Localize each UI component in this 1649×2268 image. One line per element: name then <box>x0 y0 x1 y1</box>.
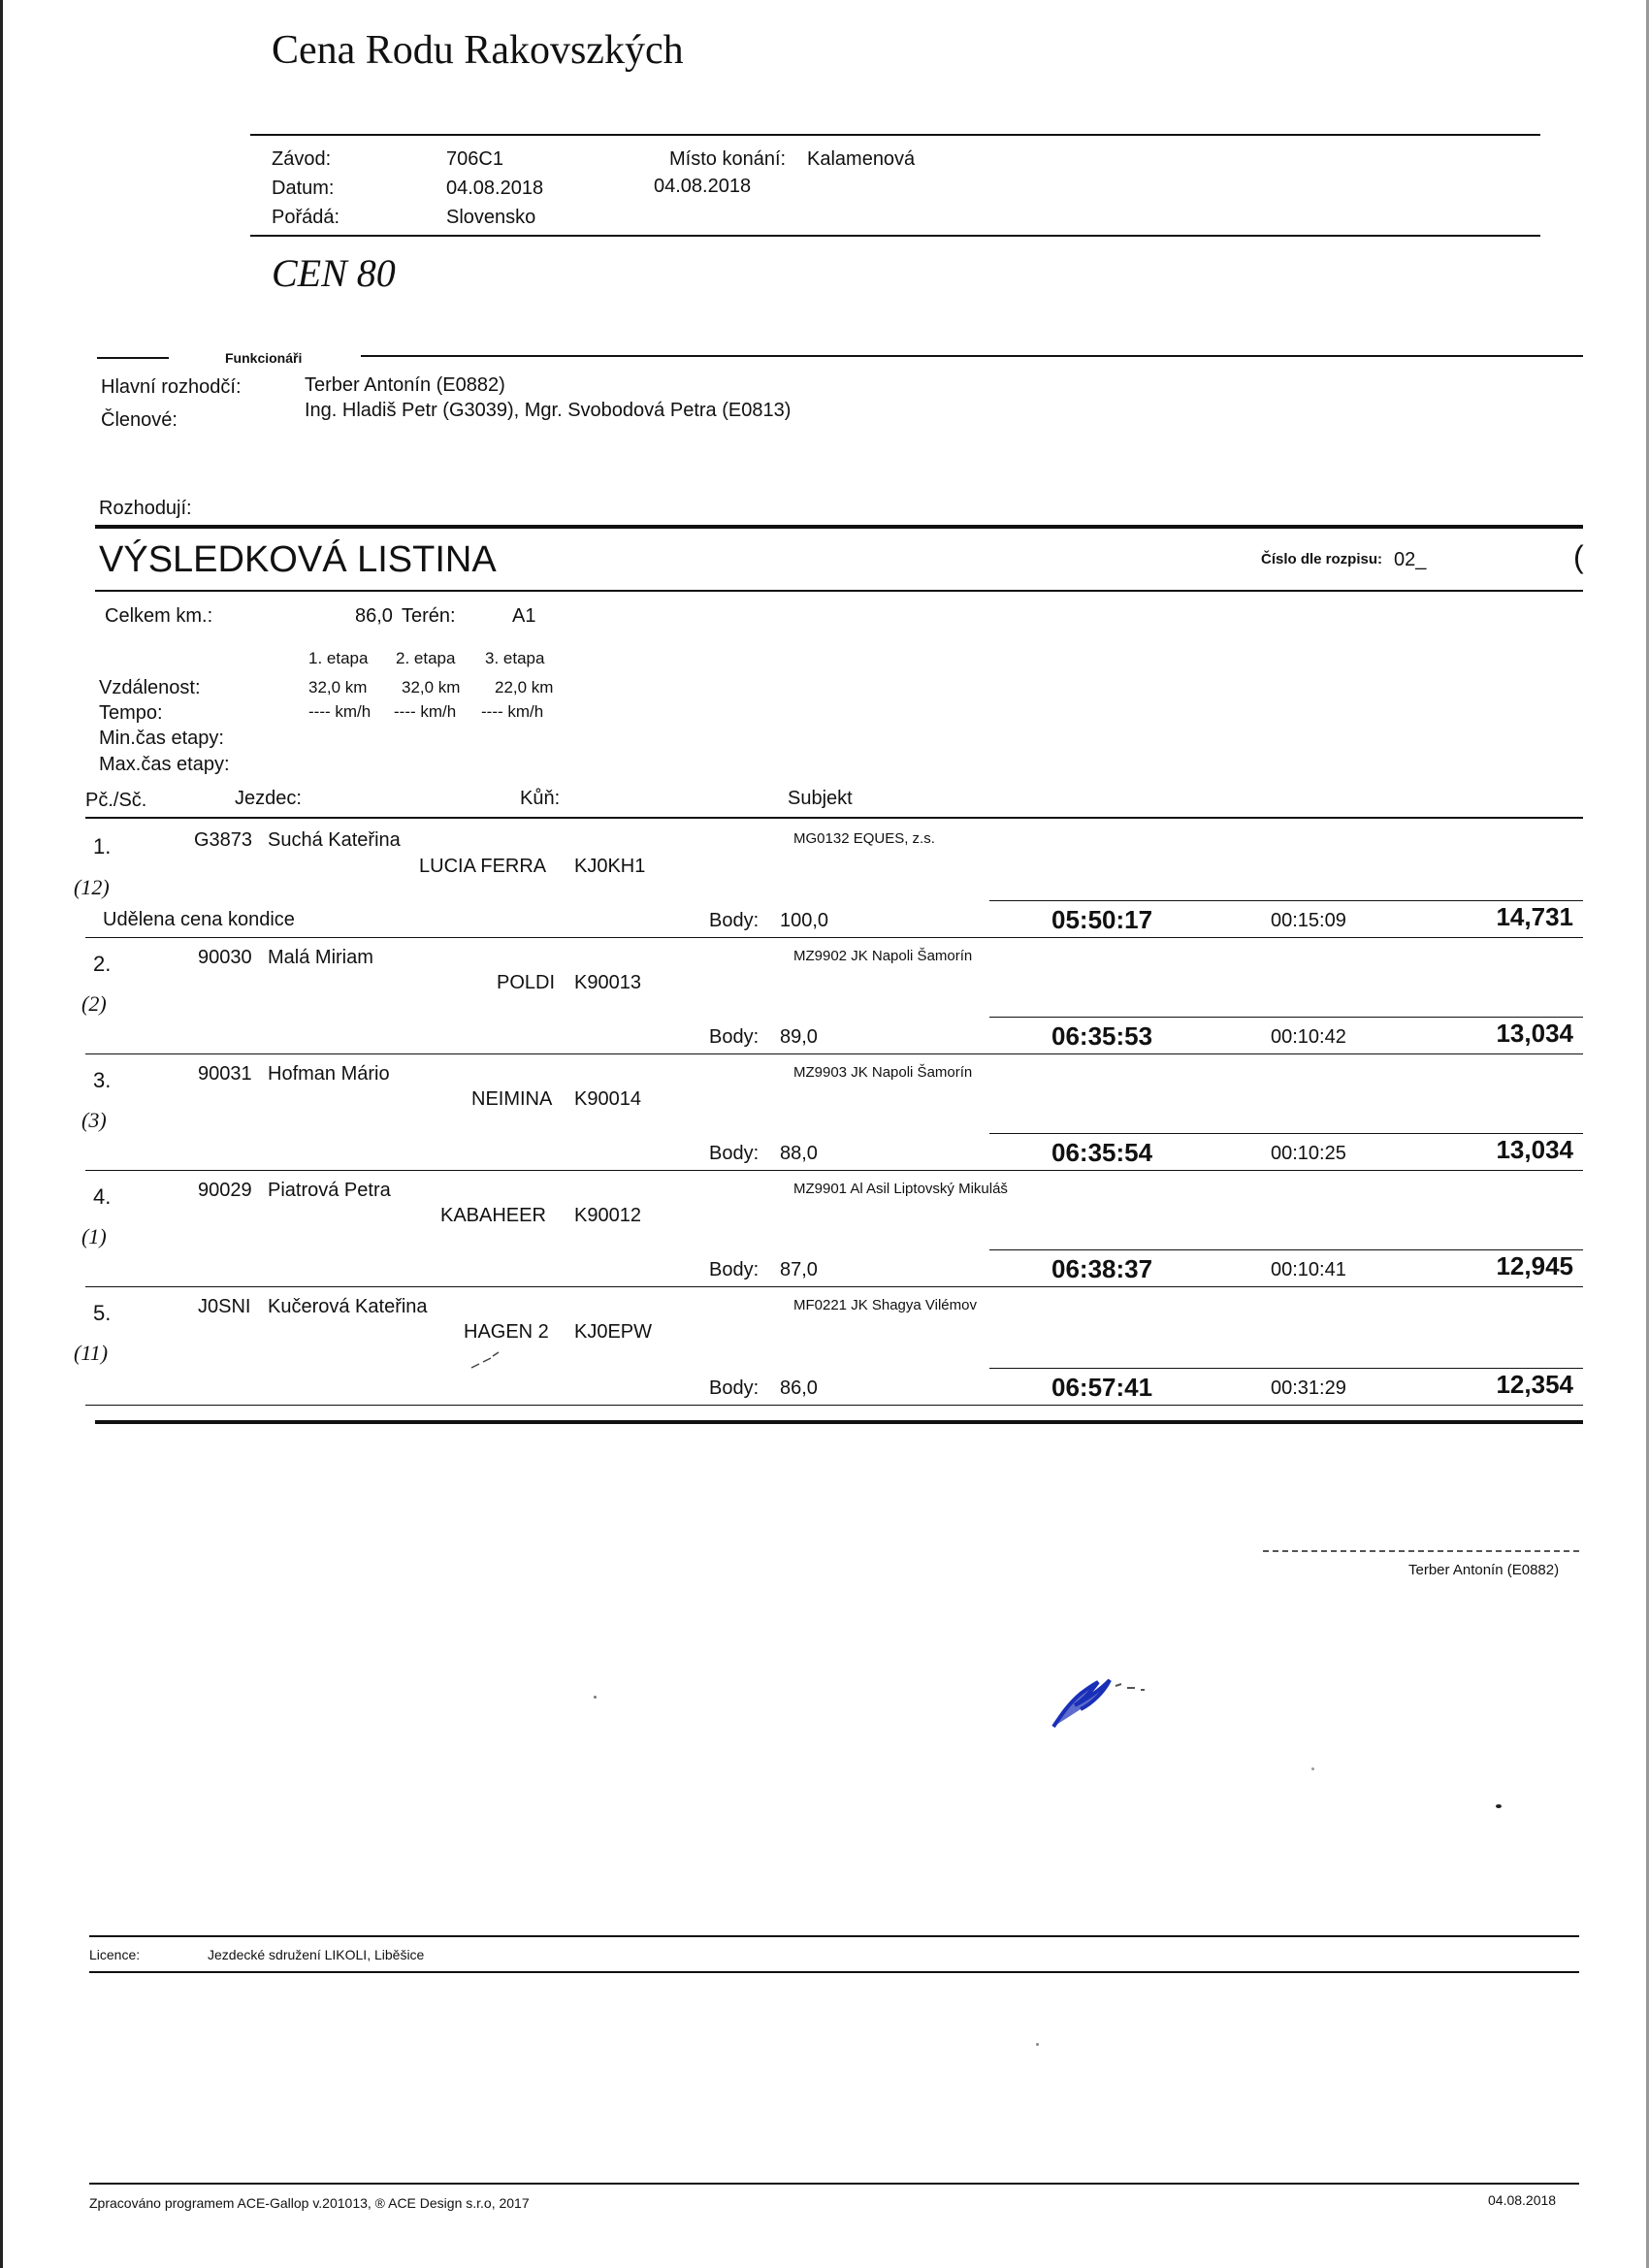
chief-judge-label: Hlavní rozhodčí: <box>101 376 242 398</box>
entry-body-label: Body: <box>709 1377 760 1399</box>
entry-times-rule <box>989 1368 1583 1369</box>
entry-times-rule <box>989 1249 1583 1250</box>
entry-subject: MZ9903 JK Napoli Šamorín <box>793 1064 973 1081</box>
tempo-stage-3: ---- km/h <box>481 702 544 721</box>
entry-speed: 13,034 <box>1496 1135 1573 1164</box>
entry-time-diff: 00:10:41 <box>1271 1259 1346 1280</box>
entry-separator <box>85 1286 1583 1287</box>
scan-speck <box>1311 1767 1314 1770</box>
entry-start-number: (12) <box>74 875 110 899</box>
stage-2-label: 2. etapa <box>396 649 456 667</box>
entry-speed: 12,354 <box>1496 1370 1573 1399</box>
entry-horse: HAGEN 2 <box>464 1321 549 1343</box>
datum-value-secondary: 04.08.2018 <box>654 176 752 197</box>
celkem-value: 86,0 <box>355 605 393 627</box>
datum-value: 04.08.2018 <box>446 178 544 199</box>
header-top-rule <box>250 134 1540 136</box>
col-header-pc: Pč./Sč. <box>85 790 147 811</box>
entry-time-diff: 00:10:42 <box>1271 1026 1346 1048</box>
right-edge-char: ( <box>1573 539 1584 574</box>
footer-program: Zpracováno programem ACE-Gallop v.201013, ® ACE Design s.r.o, 2017 <box>89 2195 530 2211</box>
entry-body-value: 88,0 <box>780 1143 818 1164</box>
signature-line <box>1263 1550 1579 1552</box>
entry-speed: 13,034 <box>1496 1019 1573 1048</box>
col-header-subjekt: Subjekt <box>788 788 853 809</box>
teren-label: Terén: <box>402 605 456 627</box>
tempo-stage-2: ---- km/h <box>394 702 457 721</box>
entry-place: 3. <box>93 1068 112 1092</box>
porada-label: Pořádá: <box>272 207 340 228</box>
entry-rider: Suchá Kateřina <box>268 829 401 851</box>
min-stage-time-label: Min.čas etapy: <box>99 728 224 749</box>
licence-value: Jezdecké sdružení LIKOLI, Liběšice <box>208 1947 425 1962</box>
entry-time-diff: 00:31:29 <box>1271 1377 1346 1399</box>
stage-3-label: 3. etapa <box>485 649 545 667</box>
entry-rider-id: 90031 <box>198 1063 252 1085</box>
entry-start-number: (11) <box>74 1341 109 1365</box>
results-bottom-rule <box>95 1420 1583 1424</box>
licence-top-rule <box>89 1935 1579 1937</box>
vzdalenost-label: Vzdálenost: <box>99 677 201 698</box>
entry-body-value: 100,0 <box>780 910 829 931</box>
zavod-value: 706C1 <box>446 148 503 170</box>
teren-value: A1 <box>512 605 536 627</box>
results-heading-rule <box>95 590 1583 592</box>
datum-label: Datum: <box>272 178 335 199</box>
entry-rider-id: 90030 <box>198 947 252 968</box>
members-label: Členové: <box>101 409 178 431</box>
licence-label: Licence: <box>89 1947 141 1962</box>
stage-1-label: 1. etapa <box>308 649 369 667</box>
header-bottom-rule <box>250 235 1540 237</box>
misto-value: Kalamenová <box>807 148 916 170</box>
entry-speed: 12,945 <box>1496 1251 1573 1280</box>
col-header-jezdec: Jezdec: <box>235 788 302 809</box>
scan-speck <box>1496 1804 1502 1808</box>
entry-start-number: (2) <box>81 991 107 1016</box>
category-title: CEN 80 <box>272 251 396 295</box>
entry-horse: NEIMINA <box>471 1088 553 1110</box>
entry-speed: 14,731 <box>1496 902 1573 931</box>
zavod-label: Závod: <box>272 148 332 170</box>
entry-rider: Malá Miriam <box>268 947 373 968</box>
entry-rider: Kučerová Kateřina <box>268 1296 428 1317</box>
vzdalenost-stage-1: 32,0 km <box>308 678 368 697</box>
vzdalenost-stage-3: 22,0 km <box>495 678 554 697</box>
entry-total-time: 06:57:41 <box>1051 1373 1153 1402</box>
scan-edge-left <box>0 0 3 2268</box>
entry-subject: MF0221 JK Shagya Vilémov <box>793 1297 977 1313</box>
entry-body-label: Body: <box>709 1143 760 1164</box>
footer-rule <box>89 2183 1579 2185</box>
entry-horse-id: K90014 <box>574 1088 641 1110</box>
members-value: Ing. Hladiš Petr (G3039), Mgr. Svobodová Petra (E0813) <box>305 400 792 421</box>
entry-times-rule <box>989 900 1583 901</box>
results-heading: VÝSLEDKOVÁ LISTINA <box>99 539 497 580</box>
cislo-value: 02_ <box>1394 549 1427 570</box>
entry-rider-id: G3873 <box>194 829 253 851</box>
entry-rider: Hofman Mário <box>268 1063 390 1085</box>
entry-rider-id: J0SNI <box>198 1296 251 1317</box>
entry-horse: LUCIA FERRA <box>419 856 547 877</box>
entry-place: 2. <box>93 952 112 976</box>
entry-body-value: 86,0 <box>780 1377 818 1399</box>
entry-times-rule <box>989 1017 1583 1018</box>
entry-body-value: 89,0 <box>780 1026 818 1048</box>
officials-rule-right <box>361 355 1583 357</box>
entry-subject: MG0132 EQUES, z.s. <box>793 830 935 847</box>
entry-horse-id: K90012 <box>574 1205 641 1226</box>
licence-bottom-rule <box>89 1971 1579 1973</box>
entry-horse-id: KJ0EPW <box>574 1321 653 1343</box>
entry-separator <box>85 1170 1583 1171</box>
entry-separator <box>85 937 1583 938</box>
signature-name: Terber Antonín (E0882) <box>1408 1562 1560 1578</box>
entry-body-label: Body: <box>709 1259 760 1280</box>
misto-label: Místo konání: <box>669 148 787 170</box>
col-header-rule <box>85 817 1583 819</box>
porada-value: Slovensko <box>446 207 536 228</box>
entry-total-time: 05:50:17 <box>1051 905 1153 934</box>
pen-mark-icon <box>469 1350 501 1372</box>
entry-total-time: 06:35:54 <box>1051 1138 1153 1167</box>
entry-horse-id: K90013 <box>574 972 641 993</box>
entry-body-value: 87,0 <box>780 1259 818 1280</box>
entry-time-diff: 00:10:25 <box>1271 1143 1346 1164</box>
celkem-label: Celkem km.: <box>105 605 213 627</box>
entry-times-rule <box>989 1133 1583 1134</box>
footer-date: 04.08.2018 <box>1488 2192 1557 2208</box>
entry-time-diff: 00:15:09 <box>1271 910 1346 931</box>
judges-label: Rozhodují: <box>99 498 192 519</box>
entry-horse: KABAHEER <box>440 1205 546 1226</box>
entry-separator <box>85 1405 1583 1406</box>
results-top-rule <box>95 525 1583 529</box>
entry-rider: Piatrová Petra <box>268 1180 391 1201</box>
max-stage-time-label: Max.čas etapy: <box>99 754 230 775</box>
entry-horse-id: KJ0KH1 <box>574 856 646 877</box>
officials-rule-left <box>97 357 169 359</box>
entry-place: 5. <box>93 1301 112 1325</box>
entry-start-number: (3) <box>81 1108 107 1132</box>
entry-body-label: Body: <box>709 1026 760 1048</box>
entry-subject: MZ9901 Al Asil Liptovský Mikuláš <box>793 1181 1008 1197</box>
scan-speck <box>594 1696 597 1699</box>
col-header-kun: Kůň: <box>520 788 561 809</box>
entry-total-time: 06:35:53 <box>1051 1021 1153 1051</box>
scan-speck <box>1036 2043 1039 2046</box>
cislo-label: Číslo dle rozpisu: <box>1261 551 1383 567</box>
officials-section-label: Funkcionáři <box>225 350 303 366</box>
entry-rider-id: 90029 <box>198 1180 252 1201</box>
entry-separator <box>85 1053 1583 1054</box>
signature-scribble-icon <box>1048 1665 1164 1733</box>
entry-note: Udělena cena kondice <box>103 909 295 930</box>
entry-place: 1. <box>93 834 112 859</box>
entry-start-number: (1) <box>81 1224 107 1248</box>
entry-body-label: Body: <box>709 910 760 931</box>
tempo-stage-1: ---- km/h <box>308 702 372 721</box>
tempo-label: Tempo: <box>99 702 163 724</box>
page-title: Cena Rodu Rakovszkých <box>272 28 684 73</box>
entry-horse: POLDI <box>497 972 556 993</box>
entry-place: 4. <box>93 1184 112 1209</box>
entry-subject: MZ9902 JK Napoli Šamorín <box>793 948 973 964</box>
vzdalenost-stage-2: 32,0 km <box>402 678 461 697</box>
chief-judge-value: Terber Antonín (E0882) <box>305 374 505 396</box>
entry-total-time: 06:38:37 <box>1051 1254 1153 1283</box>
